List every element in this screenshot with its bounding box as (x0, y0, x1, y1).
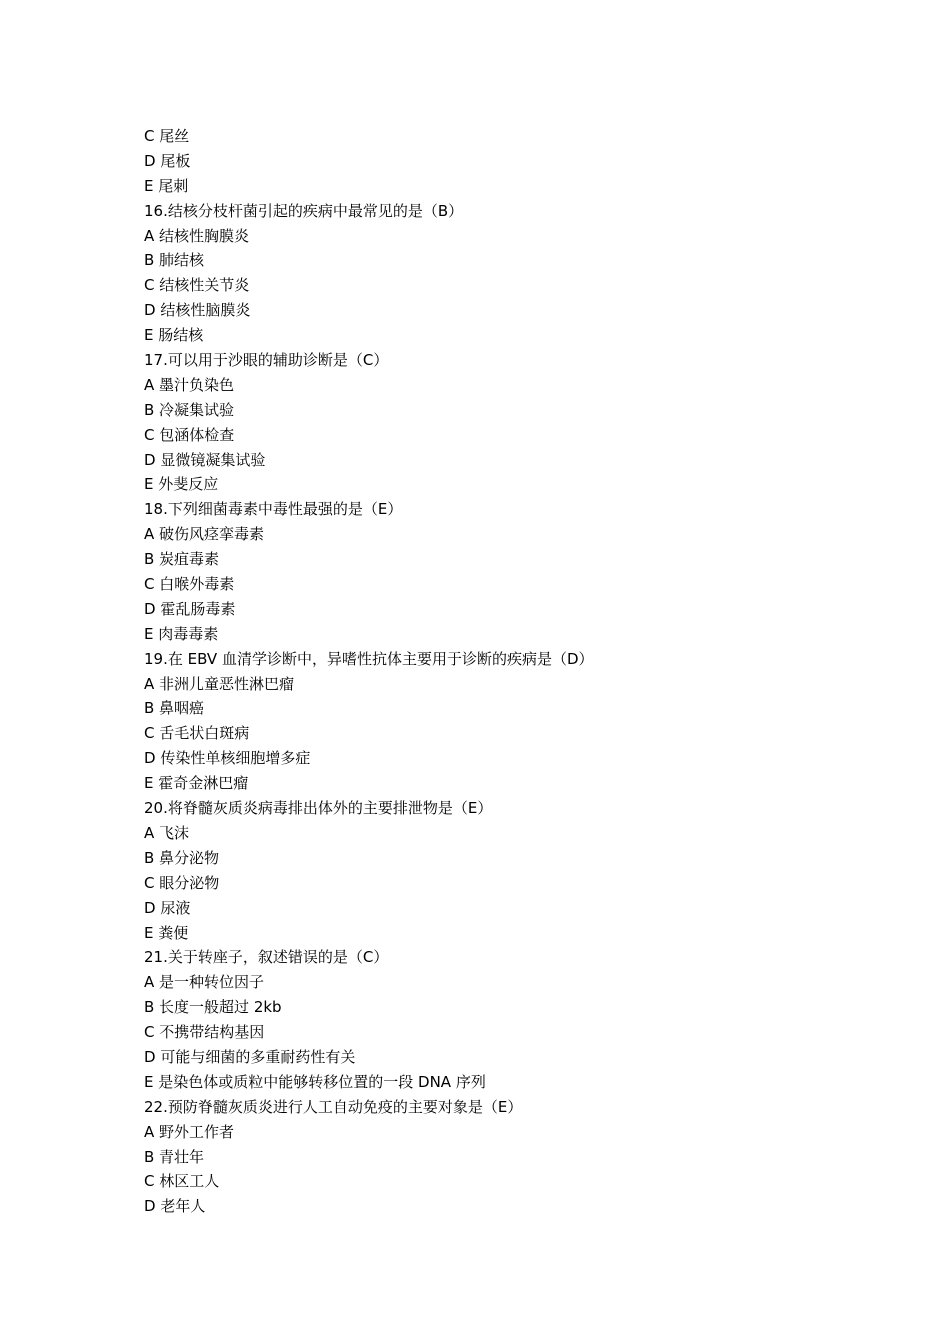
option-line: A 结核性胸膜炎 (144, 226, 250, 245)
option-line: C 尾丝 (144, 127, 190, 145)
option-line: A 野外工作者 (144, 1122, 235, 1141)
option-line: D 结核性脑膜炎 (144, 301, 251, 320)
option-line: C 包涵体检查 (144, 425, 235, 444)
option-line: A 非洲儿童恶性淋巴瘤 (144, 674, 295, 693)
option-line: B 冷凝集试验 (144, 400, 235, 419)
option-line: C 白喉外毒素 (144, 575, 235, 594)
option-line: E 肠结核 (144, 326, 204, 345)
option-line: C 不携带结构基因 (144, 1023, 265, 1042)
question-line: 17.可以用于沙眼的辅助诊断是（C） (144, 351, 389, 370)
option-line: D 霍乱肠毒素 (144, 599, 236, 618)
option-line: D 尾板 (144, 151, 191, 170)
option-line: E 尾刺 (144, 176, 189, 195)
question-line: 19.在 EBV 血清学诊断中，异嗜性抗体主要用于诊断的疾病是（D） (144, 649, 594, 668)
question-line: 18.下列细菌毒素中毒性最强的是（E） (144, 500, 403, 519)
option-line: B 肺结核 (144, 251, 205, 270)
option-line: B 鼻分泌物 (144, 848, 220, 867)
option-line: B 鼻咽癌 (144, 699, 205, 718)
option-line: A 破伤风痉挛毒素 (144, 525, 265, 544)
option-line: A 是一种转位因子 (144, 973, 265, 992)
option-line: D 尿液 (144, 898, 191, 917)
option-line: C 舌毛状白斑病 (144, 724, 250, 743)
option-line: E 是染色体或质粒中能够转移位置的一段 DNA 序列 (144, 1072, 486, 1091)
option-line: E 霍奇金淋巴瘤 (144, 774, 249, 793)
option-line: C 眼分泌物 (144, 873, 220, 892)
option-line: A 墨汁负染色 (144, 375, 235, 394)
question-line: 16.结核分枝杆菌引起的疾病中最常见的是（B） (144, 201, 464, 220)
option-line: B 炭疽毒素 (144, 550, 220, 569)
option-line: A 飞沫 (144, 823, 190, 842)
option-line: D 显微镜凝集试验 (144, 450, 266, 469)
option-line: D 传染性单核细胞增多症 (144, 749, 311, 768)
option-line: D 老年人 (144, 1197, 206, 1216)
question-line: 21.关于转座子，叙述错误的是（C） (144, 948, 389, 967)
question-line: 22.预防脊髓灰质炎进行人工自动免疫的主要对象是（E） (144, 1097, 523, 1116)
option-line: C 结核性关节炎 (144, 276, 250, 295)
option-line: E 肉毒毒素 (144, 624, 219, 643)
option-line: D 可能与细菌的多重耐药性有关 (144, 1047, 356, 1066)
question-line: 20.将脊髓灰质炎病毒排出体外的主要排泄物是（E） (144, 799, 493, 818)
option-line: B 青壮年 (144, 1147, 205, 1166)
option-line: E 外斐反应 (144, 475, 219, 494)
option-line: C 林区工人 (144, 1172, 220, 1191)
option-line: E 粪便 (144, 923, 189, 942)
question-list (144, 124, 844, 1219)
option-line: B 长度一般超过 2kb (144, 998, 282, 1017)
